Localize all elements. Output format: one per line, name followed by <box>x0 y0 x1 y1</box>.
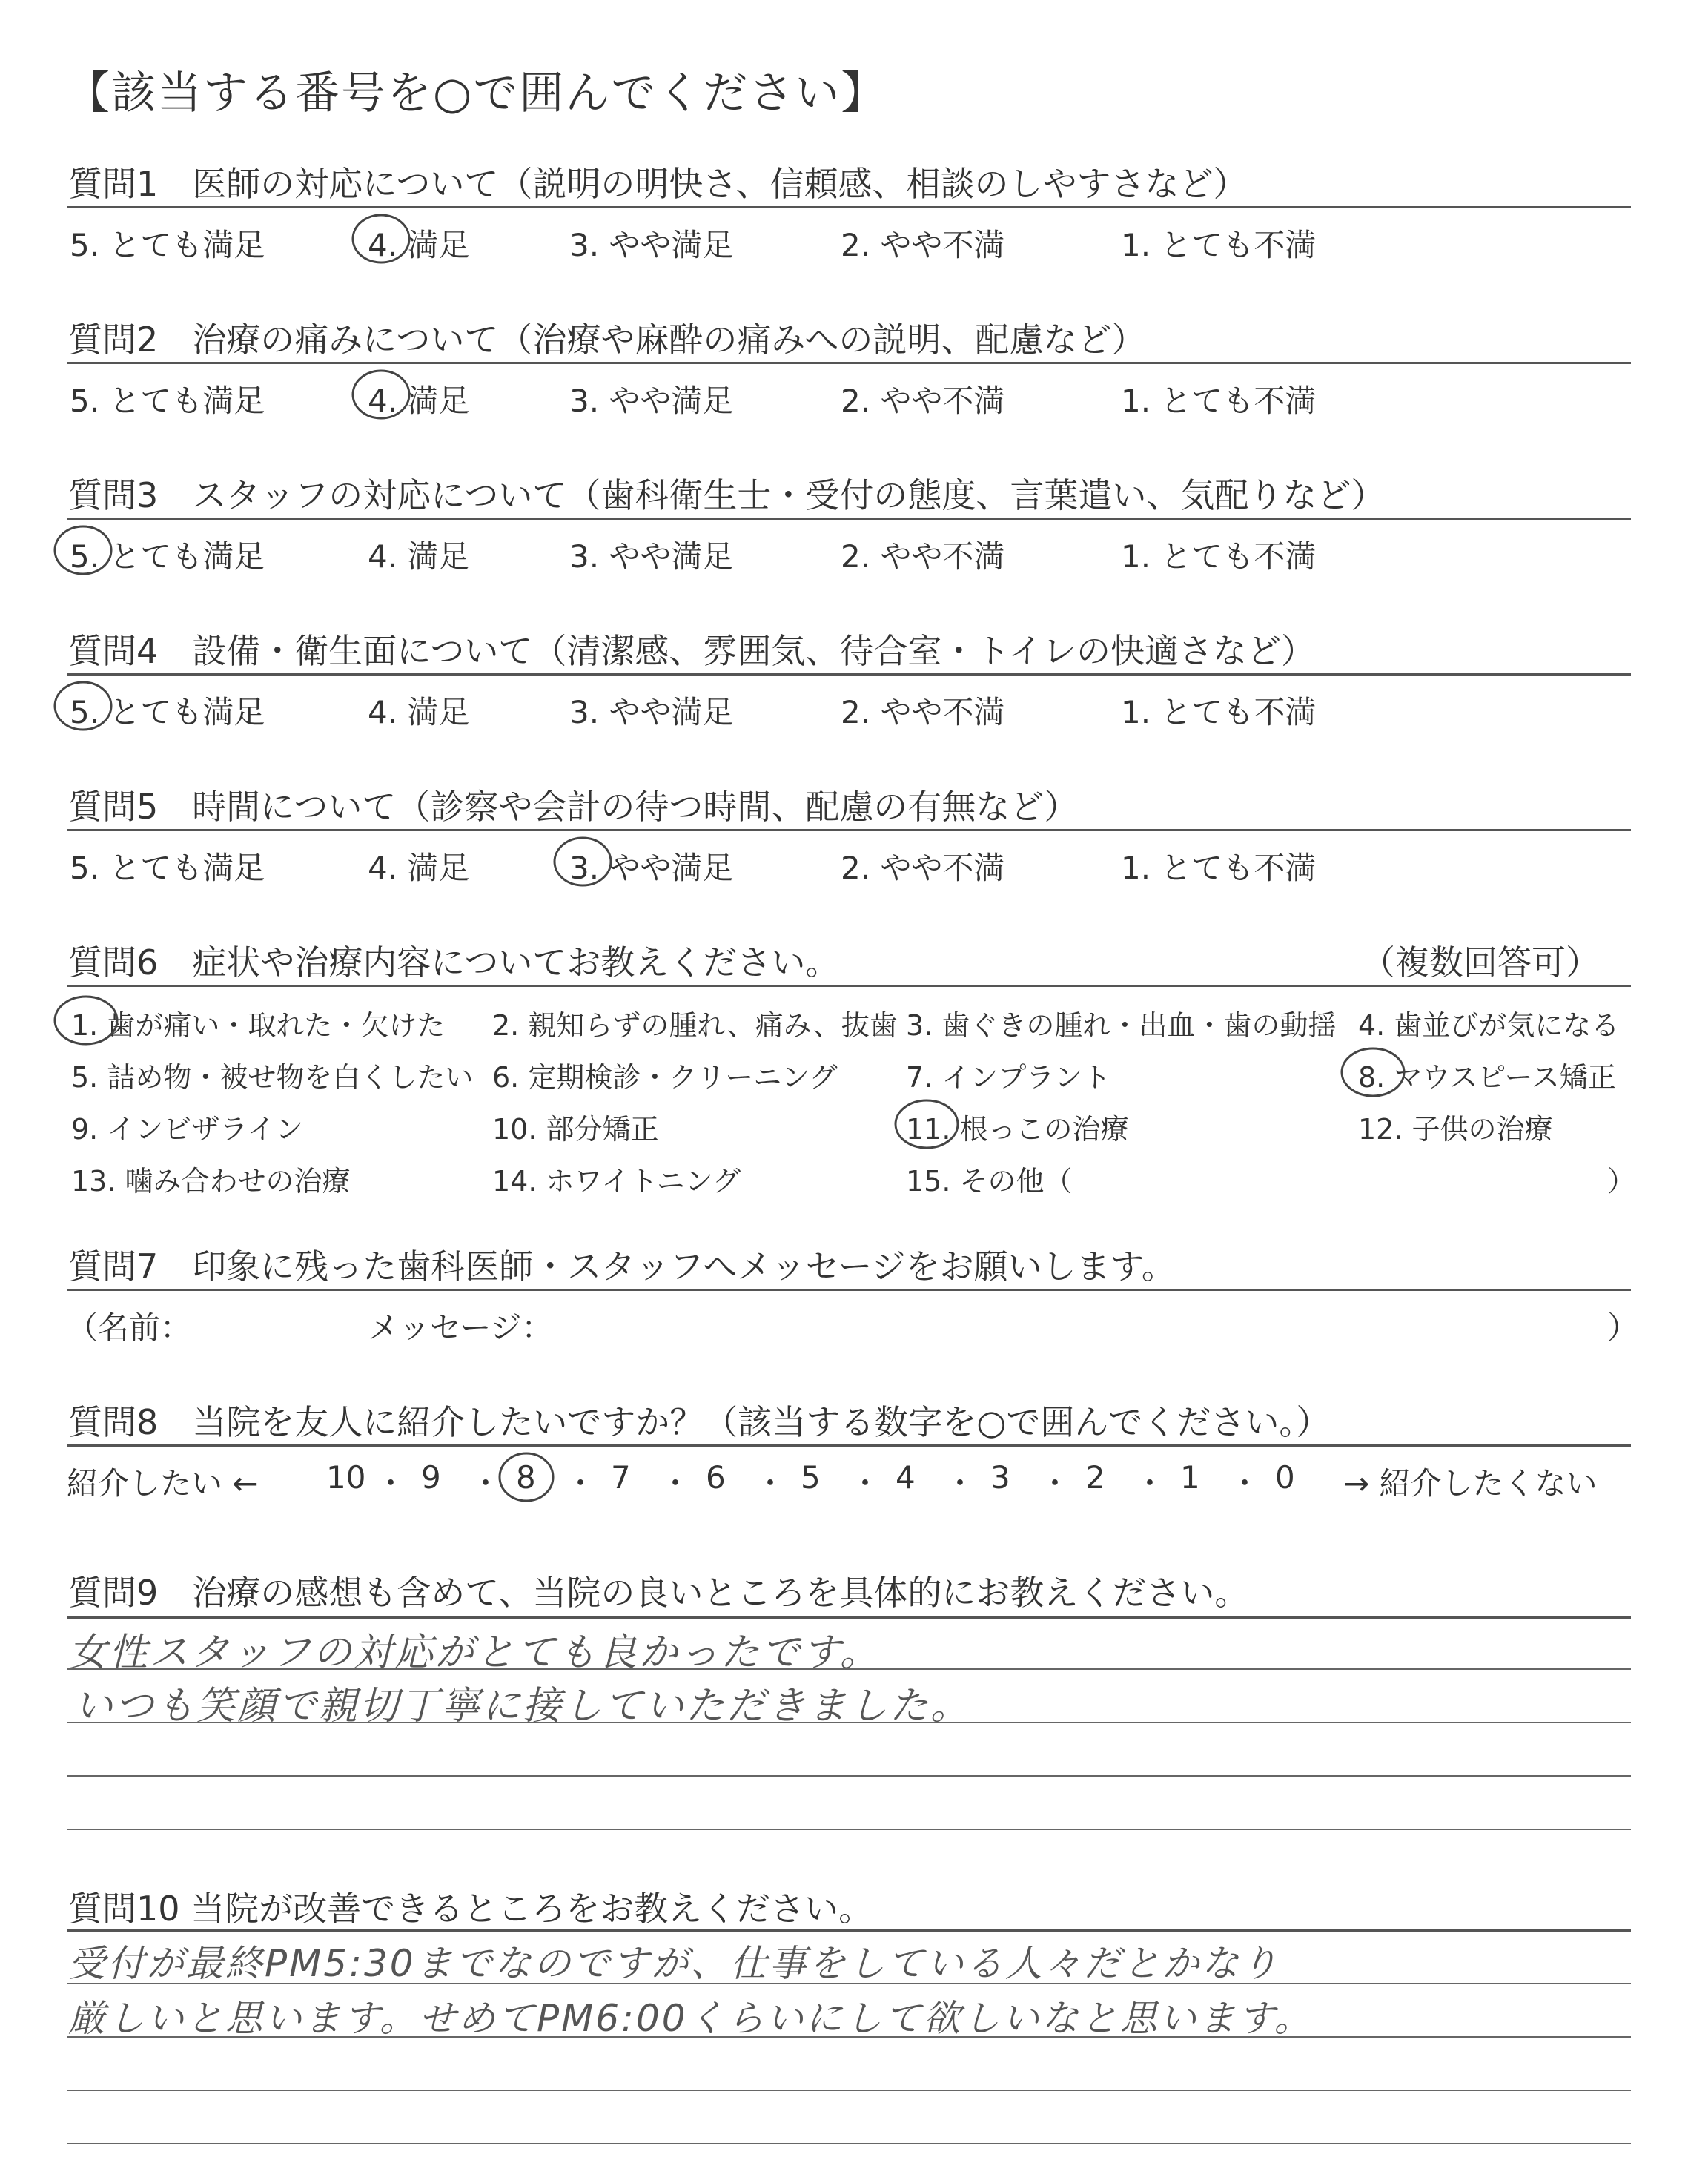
q5-title: 質問5 時間について（診察や会計の待つ時間、配慮の有無など） <box>68 787 1079 827</box>
q8-scale-separator: ・ <box>1039 1465 1071 1502</box>
q8-title: 質問8 当院を友人に紹介したいですか？（該当する数字を○で囲んでください。） <box>68 1402 1331 1442</box>
q2-selection-circle <box>353 371 409 418</box>
q6-opt-8[interactable]: 8. マウスピース矯正 <box>1358 1061 1616 1094</box>
q5-opt-5[interactable]: 5. とても満足 <box>70 850 265 886</box>
q3-title: 質問3 スタッフの対応について（歯科衛生士・受付の態度、言葉遣い、気配りなど） <box>68 475 1386 515</box>
q8-right-label: → 紹介したくない <box>1343 1465 1598 1502</box>
q5-opt-1[interactable]: 1. とても不満 <box>1121 850 1317 886</box>
q6-title: 質問6 症状や治療内容についてお教えください。 <box>68 942 840 982</box>
q4-opt-4[interactable]: 4. 満足 <box>368 694 470 730</box>
q3-opt-1[interactable]: 1. とても不満 <box>1121 538 1317 575</box>
q8-scale-9[interactable]: 9 <box>421 1459 441 1496</box>
q2-title: 質問2 治療の痛みについて（治療や麻酔の痛みへの説明、配慮など） <box>68 320 1146 360</box>
q6-opt-6[interactable]: 6. 定期検診・クリーニング <box>492 1061 838 1094</box>
q8-scale-0[interactable]: 0 <box>1275 1459 1295 1496</box>
q10-answer-line-1: 受付が最終PM5:30までなのですが、仕事をしている人々だとかなり <box>68 1942 1280 1985</box>
q4-title: 質問4 設備・衛生面について（清潔感、雰囲気、待合室・トイレの快適さなど） <box>68 631 1316 671</box>
q8-scale-5[interactable]: 5 <box>801 1459 821 1496</box>
q7-name-label: （名前： <box>67 1309 192 1346</box>
q8-scale-2[interactable]: 2 <box>1085 1459 1105 1496</box>
q6-opt-10[interactable]: 10. 部分矯正 <box>492 1113 659 1146</box>
q3-opt-2[interactable]: 2. やや不満 <box>841 538 1005 575</box>
q8-scale-separator: ・ <box>850 1465 881 1502</box>
q8-scale-separator: ・ <box>1134 1465 1166 1502</box>
q8-scale-separator: ・ <box>1229 1465 1261 1502</box>
q3-opt-5[interactable]: 5. とても満足 <box>70 538 265 575</box>
q8-scale-3[interactable]: 3 <box>990 1459 1010 1496</box>
q3-selection-circle <box>55 526 111 574</box>
q2-opt-1[interactable]: 1. とても不満 <box>1121 383 1317 419</box>
q2-opt-5[interactable]: 5. とても満足 <box>70 383 265 419</box>
q8-scale-10[interactable]: 10 <box>326 1459 366 1496</box>
q6-opt-1[interactable]: 1. 歯が痛い・取れた・欠けた <box>71 1009 446 1042</box>
q4-opt-1[interactable]: 1. とても不満 <box>1121 694 1317 730</box>
q10-answer-line-2: 厳しいと思います。せめてPM6:00くらいにして欲しいなと思います。 <box>68 1997 1314 2040</box>
q3-opt-4[interactable]: 4. 満足 <box>368 538 470 575</box>
q1-selection-circle <box>353 215 409 262</box>
q8-scale-separator: ・ <box>660 1465 692 1502</box>
q8-selection-circle <box>500 1453 553 1501</box>
q5-opt-4[interactable]: 4. 満足 <box>368 850 470 886</box>
q7-close: ） <box>1607 1309 1639 1346</box>
q6-note: （複数回答可） <box>1361 942 1600 982</box>
q6-opt-15[interactable]: 15. その他（ <box>906 1165 1073 1198</box>
header: 【該当する番号を○で囲んでください】 <box>65 67 887 119</box>
q1-opt-1[interactable]: 1. とても不満 <box>1121 227 1317 263</box>
q8-scale-7[interactable]: 7 <box>611 1459 631 1496</box>
q9-title: 質問9 治療の感想も含めて、当院の良いところを具体的にお教えください。 <box>68 1573 1249 1613</box>
q2-opt-4[interactable]: 4. 満足 <box>368 383 470 419</box>
q4-opt-2[interactable]: 2. やや不満 <box>841 694 1005 730</box>
q6-opt-12[interactable]: 12. 子供の治療 <box>1358 1113 1553 1146</box>
q1-opt-3[interactable]: 3. やや満足 <box>569 227 734 263</box>
q4-opt-3[interactable]: 3. やや満足 <box>569 694 734 730</box>
q10-title: 質問10 当院が改善できるところをお教えください。 <box>68 1889 873 1929</box>
q6-selection-circle-8 <box>1342 1048 1404 1096</box>
q6-selection-circle-1 <box>55 997 117 1044</box>
q9-answer-line-1: 女性スタッフの対応がとても良かったです。 <box>68 1631 881 1675</box>
q3-opt-3[interactable]: 3. やや満足 <box>569 538 734 575</box>
q1-title: 質問1 医師の対応について（説明の明快さ、信頼感、相談のしやすさなど） <box>68 164 1248 204</box>
q8-scale-separator: ・ <box>470 1465 502 1502</box>
q1-opt-4[interactable]: 4. 満足 <box>368 227 470 263</box>
q6-opt-14[interactable]: 14. ホワイトニング <box>492 1165 741 1198</box>
q7-message-label: メッセージ： <box>368 1309 553 1346</box>
q8-left-label: 紹介したい ← <box>67 1465 259 1502</box>
q1-opt-2[interactable]: 2. やや不満 <box>841 227 1005 263</box>
q6-opt-15-close: ） <box>1607 1165 1636 1198</box>
q6-opt-9[interactable]: 9. インビザライン <box>71 1113 304 1146</box>
q6-opt-13[interactable]: 13. 噛み合わせの治療 <box>71 1165 351 1198</box>
q5-opt-2[interactable]: 2. やや不満 <box>841 850 1005 886</box>
q2-opt-2[interactable]: 2. やや不満 <box>841 383 1005 419</box>
q8-scale-separator: ・ <box>565 1465 597 1502</box>
q6-opt-4[interactable]: 4. 歯並びが気になる <box>1358 1009 1620 1042</box>
q8-scale-separator: ・ <box>375 1465 407 1502</box>
q7-title: 質問7 印象に残った歯科医師・スタッフへメッセージをお願いします。 <box>68 1246 1176 1287</box>
q4-selection-circle <box>55 682 111 730</box>
q8-scale-separator: ・ <box>755 1465 787 1502</box>
q6-opt-2[interactable]: 2. 親知らずの腫れ、痛み、抜歯 <box>492 1009 898 1042</box>
q8-scale-6[interactable]: 6 <box>706 1459 726 1496</box>
q4-opt-5[interactable]: 5. とても満足 <box>70 694 265 730</box>
q6-selection-circle-11 <box>896 1100 958 1148</box>
q9-answer-line-2: いつも笑顔で親切丁寧に接していただきました。 <box>74 1684 972 1728</box>
q1-opt-5[interactable]: 5. とても満足 <box>70 227 265 263</box>
q8-scale-4[interactable]: 4 <box>896 1459 916 1496</box>
q6-opt-5[interactable]: 5. 詰め物・被せ物を白くしたい <box>71 1061 474 1094</box>
q8-scale-1[interactable]: 1 <box>1180 1459 1200 1496</box>
q6-opt-7[interactable]: 7. インプラント <box>906 1061 1111 1094</box>
q5-selection-circle <box>555 838 611 885</box>
q6-opt-3[interactable]: 3. 歯ぐきの腫れ・出血・歯の動揺 <box>906 1009 1337 1042</box>
q2-opt-3[interactable]: 3. やや満足 <box>569 383 734 419</box>
q5-opt-3[interactable]: 3. やや満足 <box>569 850 734 886</box>
q6-opt-11[interactable]: 11. 根っこの治療 <box>906 1113 1129 1146</box>
q8-scale-separator: ・ <box>944 1465 976 1502</box>
q8-scale-8[interactable]: 8 <box>516 1459 536 1496</box>
